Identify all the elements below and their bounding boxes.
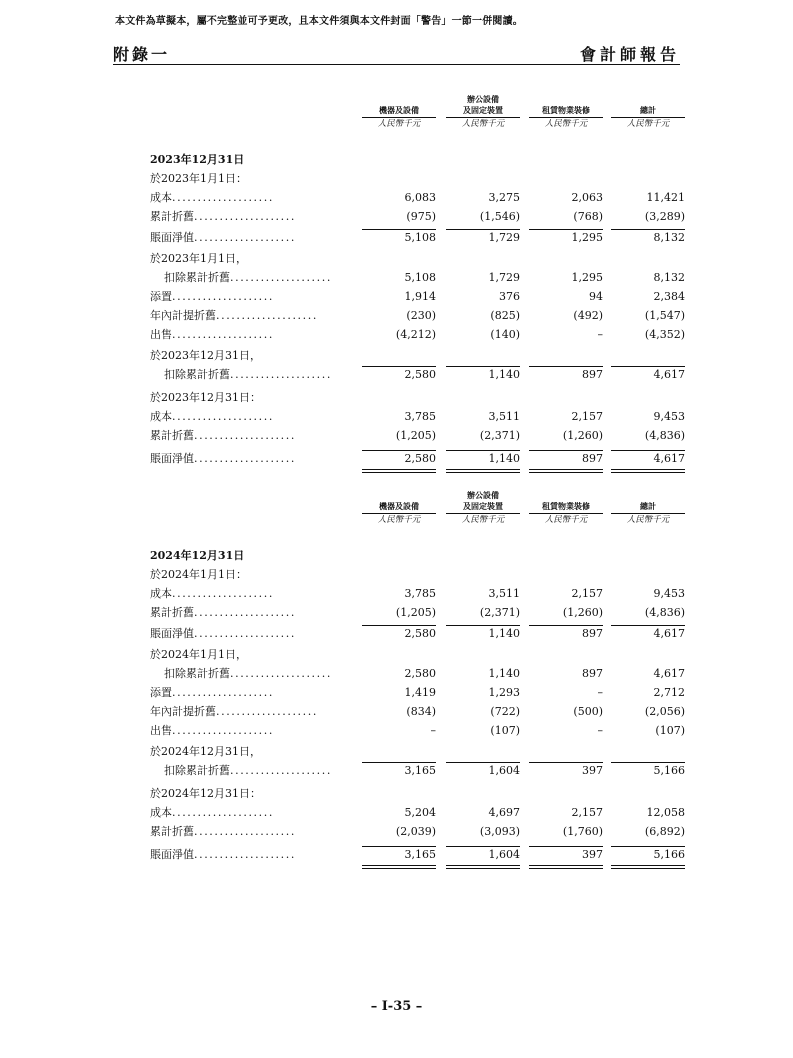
value-cell: (2,371) xyxy=(479,606,520,619)
report-title: 會計師報告 xyxy=(579,45,680,64)
value-cell: (500) xyxy=(573,705,603,718)
subtotal-rule xyxy=(362,229,436,230)
table-row xyxy=(150,287,685,306)
value-cell: (1,205) xyxy=(395,429,436,442)
row-label: 於2024年12月31日： xyxy=(150,787,261,800)
row-label: 年內計提折舊.................... xyxy=(150,309,318,322)
row-label: 扣除累計折舊.................... xyxy=(164,764,332,777)
value-cell: – xyxy=(597,328,603,341)
value-cell: (1,205) xyxy=(395,606,436,619)
value-cell: 897 xyxy=(582,627,603,640)
value-cell: 2,157 xyxy=(571,806,603,819)
value-cell: 1,729 xyxy=(488,231,520,244)
subtotal-rule xyxy=(446,625,520,626)
total-double-rule xyxy=(529,469,603,473)
row-label: 賬面淨值.................... xyxy=(150,848,296,861)
value-cell: (722) xyxy=(490,705,520,718)
value-cell: – xyxy=(430,724,436,737)
subtotal-rule xyxy=(446,450,520,451)
value-cell: 4,617 xyxy=(653,452,685,465)
value-cell: 4,697 xyxy=(488,806,520,819)
draft-notice: 本文件為草擬本，屬不完整並可予更改，且本文件須與本文件封面「警告」一節一併閱讀。 xyxy=(115,16,523,27)
value-cell: (834) xyxy=(406,705,436,718)
value-cell: (768) xyxy=(573,210,603,223)
row-label: 於2023年12月31日： xyxy=(150,391,261,404)
table-row xyxy=(150,228,685,247)
value-cell: 2,580 xyxy=(404,368,436,381)
value-cell: 897 xyxy=(582,667,603,680)
value-cell: 5,166 xyxy=(653,764,685,777)
value-cell: 8,132 xyxy=(653,231,685,244)
value-cell: (6,892) xyxy=(644,825,685,838)
value-cell: 12,058 xyxy=(646,806,685,819)
value-cell: 2,580 xyxy=(404,627,436,640)
table-row xyxy=(150,426,685,445)
table-row xyxy=(150,702,685,721)
table-row xyxy=(150,784,685,803)
value-cell: 2,580 xyxy=(404,452,436,465)
value-cell: (1,547) xyxy=(644,309,685,322)
col-head-office: 辦公設備 及固定裝置 人民幣千元 xyxy=(446,94,520,130)
subtotal-rule xyxy=(611,229,685,230)
value-cell: 1,295 xyxy=(571,271,603,284)
date-heading: 2023年12月31日 xyxy=(150,153,245,166)
table-row xyxy=(150,346,685,365)
header-rule xyxy=(113,64,680,65)
value-cell: 4,617 xyxy=(653,368,685,381)
subtotal-rule xyxy=(611,762,685,763)
row-label: 出售.................... xyxy=(150,328,274,341)
value-cell: 5,204 xyxy=(404,806,436,819)
value-cell: 897 xyxy=(582,368,603,381)
table-row xyxy=(150,565,685,584)
subtotal-rule xyxy=(611,366,685,367)
subtotal-rule xyxy=(362,366,436,367)
table-row xyxy=(150,721,685,740)
row-label: 累計折舊.................... xyxy=(150,429,296,442)
subtotal-rule xyxy=(611,625,685,626)
value-cell: 9,453 xyxy=(653,410,685,423)
col-head-office: 辦公設備 及固定裝置 人民幣千元 xyxy=(446,490,520,526)
total-double-rule xyxy=(446,865,520,869)
value-cell: – xyxy=(597,686,603,699)
value-cell: 397 xyxy=(582,848,603,861)
page-number: – I-35 – xyxy=(370,999,423,1014)
value-cell: (4,352) xyxy=(644,328,685,341)
subtotal-rule xyxy=(446,846,520,847)
row-label: 於2023年12月31日， xyxy=(150,349,261,362)
row-label: 於2023年1月1日， xyxy=(150,252,247,265)
value-cell: (2,039) xyxy=(395,825,436,838)
value-cell: – xyxy=(597,724,603,737)
value-cell: (2,056) xyxy=(644,705,685,718)
value-cell: (4,836) xyxy=(644,429,685,442)
value-cell: 2,157 xyxy=(571,587,603,600)
value-cell: 2,063 xyxy=(571,191,603,204)
total-double-rule xyxy=(362,865,436,869)
value-cell: 9,453 xyxy=(653,587,685,600)
total-double-rule xyxy=(446,469,520,473)
col-head-total: 總計 人民幣千元 xyxy=(611,94,685,130)
value-cell: 3,511 xyxy=(488,410,520,423)
value-cell: 5,108 xyxy=(404,231,436,244)
subtotal-rule xyxy=(362,762,436,763)
row-label: 累計折舊.................... xyxy=(150,210,296,223)
value-cell: (140) xyxy=(490,328,520,341)
ppe-table-2023 xyxy=(150,94,685,479)
row-label: 出售.................... xyxy=(150,724,274,737)
row-label: 於2024年1月1日， xyxy=(150,648,247,661)
subtotal-rule xyxy=(446,762,520,763)
value-cell: (4,836) xyxy=(644,606,685,619)
subtotal-rule xyxy=(362,846,436,847)
row-label: 成本.................... xyxy=(150,410,274,423)
subtotal-rule xyxy=(529,846,603,847)
value-cell: 4,617 xyxy=(653,667,685,680)
table-row xyxy=(150,803,685,822)
table-row xyxy=(150,845,685,864)
table-row xyxy=(150,306,685,325)
row-label: 累計折舊.................... xyxy=(150,825,296,838)
value-cell: 1,729 xyxy=(488,271,520,284)
value-cell: 1,140 xyxy=(488,627,520,640)
value-cell: (1,546) xyxy=(479,210,520,223)
value-cell: (975) xyxy=(406,210,436,223)
value-cell: 4,617 xyxy=(653,627,685,640)
col-head-leasehold: 租賃物業裝修 人民幣千元 xyxy=(529,490,603,526)
row-label: 成本.................... xyxy=(150,191,274,204)
table-row xyxy=(150,603,685,622)
col-head-machinery: 機器及設備 人民幣千元 xyxy=(362,490,436,526)
subtotal-rule xyxy=(362,450,436,451)
value-cell: 1,604 xyxy=(488,848,520,861)
table-row xyxy=(150,169,685,188)
value-cell: 11,421 xyxy=(646,191,685,204)
row-label: 添置.................... xyxy=(150,686,274,699)
total-double-rule xyxy=(362,469,436,473)
row-label: 添置.................... xyxy=(150,290,274,303)
table-row xyxy=(150,325,685,344)
row-label: 成本.................... xyxy=(150,806,274,819)
row-label: 扣除累計折舊.................... xyxy=(164,368,332,381)
row-label: 賬面淨值.................... xyxy=(150,231,296,244)
col-head-total: 總計 人民幣千元 xyxy=(611,490,685,526)
subtotal-rule xyxy=(362,625,436,626)
table-row xyxy=(150,249,685,268)
subtotal-rule xyxy=(611,846,685,847)
total-double-rule xyxy=(529,865,603,869)
row-label: 於2024年12月31日， xyxy=(150,745,261,758)
table-row xyxy=(150,742,685,761)
total-double-rule xyxy=(611,865,685,869)
table-row xyxy=(150,822,685,841)
value-cell: 1,140 xyxy=(488,368,520,381)
value-cell: 1,295 xyxy=(571,231,603,244)
value-cell: (2,371) xyxy=(479,429,520,442)
value-cell: 2,157 xyxy=(571,410,603,423)
table-row xyxy=(150,664,685,683)
value-cell: 2,384 xyxy=(653,290,685,303)
value-cell: 94 xyxy=(589,290,603,303)
row-label: 成本.................... xyxy=(150,587,274,600)
value-cell: 3,785 xyxy=(404,587,436,600)
table-row xyxy=(150,761,685,780)
total-double-rule xyxy=(611,469,685,473)
table-row xyxy=(150,449,685,468)
row-label: 扣除累計折舊.................... xyxy=(164,271,332,284)
table-row xyxy=(150,365,685,384)
row-label: 於2024年1月1日： xyxy=(150,568,247,581)
value-cell: (3,289) xyxy=(644,210,685,223)
row-label: 於2023年1月1日： xyxy=(150,172,247,185)
table-row xyxy=(150,584,685,603)
value-cell: (107) xyxy=(490,724,520,737)
row-label: 賬面淨值.................... xyxy=(150,627,296,640)
value-cell: (1,760) xyxy=(562,825,603,838)
value-cell: 2,712 xyxy=(653,686,685,699)
value-cell: (3,093) xyxy=(479,825,520,838)
value-cell: 1,140 xyxy=(488,452,520,465)
table-row xyxy=(150,645,685,664)
value-cell: 397 xyxy=(582,764,603,777)
value-cell: 1,604 xyxy=(488,764,520,777)
value-cell: (230) xyxy=(406,309,436,322)
subtotal-rule xyxy=(529,625,603,626)
value-cell: (1,260) xyxy=(562,429,603,442)
appendix-title: 附錄一 xyxy=(113,45,171,64)
value-cell: 2,580 xyxy=(404,667,436,680)
date-heading: 2024年12月31日 xyxy=(150,549,245,562)
col-head-machinery: 機器及設備 人民幣千元 xyxy=(362,94,436,130)
value-cell: 5,166 xyxy=(653,848,685,861)
table-row xyxy=(150,683,685,702)
ppe-table-2024 xyxy=(150,490,685,875)
table-row xyxy=(150,388,685,407)
value-cell: 897 xyxy=(582,452,603,465)
value-cell: (4,212) xyxy=(395,328,436,341)
subtotal-rule xyxy=(529,762,603,763)
subtotal-rule xyxy=(529,450,603,451)
row-label: 累計折舊.................... xyxy=(150,606,296,619)
value-cell: 3,275 xyxy=(488,191,520,204)
table-row xyxy=(150,268,685,287)
subtotal-rule xyxy=(529,229,603,230)
row-label: 賬面淨值.................... xyxy=(150,452,296,465)
value-cell: (1,260) xyxy=(562,606,603,619)
value-cell: (107) xyxy=(655,724,685,737)
table-row xyxy=(150,207,685,226)
subtotal-rule xyxy=(611,450,685,451)
value-cell: (492) xyxy=(573,309,603,322)
value-cell: 6,083 xyxy=(404,191,436,204)
subtotal-rule xyxy=(529,366,603,367)
value-cell: 8,132 xyxy=(653,271,685,284)
row-label: 年內計提折舊.................... xyxy=(150,705,318,718)
value-cell: 3,785 xyxy=(404,410,436,423)
col-head-leasehold: 租賃物業裝修 人民幣千元 xyxy=(529,94,603,130)
value-cell: 1,293 xyxy=(488,686,520,699)
value-cell: 3,165 xyxy=(404,764,436,777)
row-label: 扣除累計折舊.................... xyxy=(164,667,332,680)
table-row xyxy=(150,188,685,207)
table-row xyxy=(150,624,685,643)
value-cell: 3,511 xyxy=(488,587,520,600)
value-cell: (825) xyxy=(490,309,520,322)
value-cell: 3,165 xyxy=(404,848,436,861)
value-cell: 1,914 xyxy=(404,290,436,303)
value-cell: 5,108 xyxy=(404,271,436,284)
value-cell: 376 xyxy=(499,290,520,303)
value-cell: 1,140 xyxy=(488,667,520,680)
subtotal-rule xyxy=(446,366,520,367)
value-cell: 1,419 xyxy=(404,686,436,699)
subtotal-rule xyxy=(446,229,520,230)
table-row xyxy=(150,407,685,426)
